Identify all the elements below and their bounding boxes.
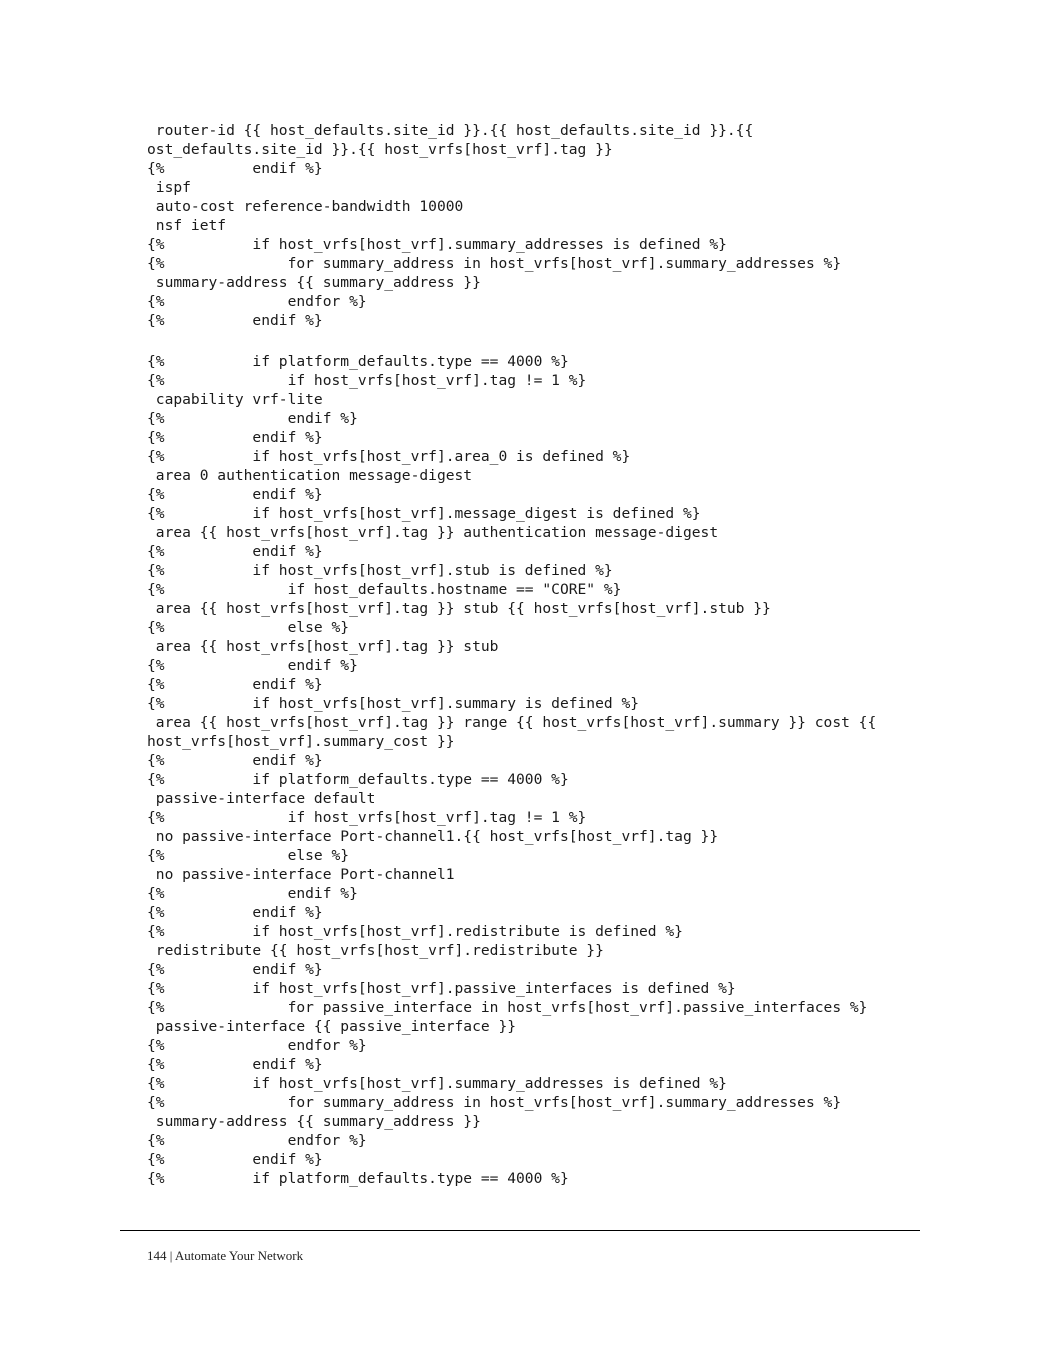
blank-line: [147, 330, 967, 352]
code-line: {% endif %}: [147, 657, 358, 674]
code-line: auto-cost reference-bandwidth 10000: [147, 198, 464, 215]
code-line: {% endif %}: [147, 429, 323, 446]
code-line: {% if host_vrfs[host_vrf].area_0 is defined %}: [147, 448, 631, 465]
code-line: {% endif %}: [147, 676, 323, 693]
code-line: {% else %}: [147, 619, 350, 636]
code-line: {% if host_vrfs[host_vrf].message_digest is defined %}: [147, 505, 701, 522]
code-line: {% endif %}: [147, 160, 323, 177]
code-line: {% if host_vrfs[host_vrf].tag != 1 %}: [147, 809, 587, 826]
code-line: area {{ host_vrfs[host_vrf].tag }} authentication message-digest: [147, 524, 719, 541]
code-line: {% endif %}: [147, 543, 323, 560]
code-line: {% endif %}: [147, 486, 323, 503]
code-line: router-id {{ host_defaults.site_id }}.{{ host_defaults.site_id }}.{{: [147, 122, 754, 139]
footer-divider: [120, 1230, 920, 1231]
code-line: {% endfor %}: [147, 1037, 367, 1054]
code-line: passive-interface default: [147, 790, 376, 807]
code-line: {% endfor %}: [147, 1132, 367, 1149]
code-line: {% if host_vrfs[host_vrf].tag != 1 %}: [147, 372, 587, 389]
code-line: {% endif %}: [147, 410, 358, 427]
code-line: summary-address {{ summary_address }}: [147, 1113, 481, 1130]
code-line: {% else %}: [147, 847, 350, 864]
code-line: {% for summary_address in host_vrfs[host_vrf].summary_addresses %}: [147, 255, 842, 272]
code-line: {% endif %}: [147, 961, 323, 978]
code-line: area 0 authentication message-digest: [147, 467, 473, 484]
code-line: {% endif %}: [147, 885, 358, 902]
code-line: {% if host_vrfs[host_vrf].redistribute is defined %}: [147, 923, 683, 940]
code-line: {% endif %}: [147, 1056, 323, 1073]
code-listing: [147, 121, 967, 1188]
code-line: no passive-interface Port-channel1: [147, 866, 455, 883]
code-line: {% endif %}: [147, 904, 323, 921]
code-line: no passive-interface Port-channel1.{{ host_vrfs[host_vrf].tag }}: [147, 828, 719, 845]
code-line: {% if host_vrfs[host_vrf].passive_interfaces is defined %}: [147, 980, 736, 997]
code-line: {% endif %}: [147, 1151, 323, 1168]
code-line: {% endfor %}: [147, 293, 367, 310]
code-line: area {{ host_vrfs[host_vrf].tag }} range {{ host_vrfs[host_vrf].summary }} cost {{: [147, 714, 877, 731]
code-line: {% if host_vrfs[host_vrf].stub is defined %}: [147, 562, 613, 579]
code-line: {% endif %}: [147, 312, 323, 329]
code-line: {% if platform_defaults.type == 4000 %}: [147, 1170, 569, 1187]
code-line: capability vrf-lite: [147, 391, 323, 408]
code-line: ost_defaults.site_id }}.{{ host_vrfs[host_vrf].tag }}: [147, 141, 613, 158]
code-line: {% for summary_address in host_vrfs[host_vrf].summary_addresses %}: [147, 1094, 842, 1111]
code-line: summary-address {{ summary_address }}: [147, 274, 481, 291]
page-footer: 144 | Automate Your Network: [147, 1248, 304, 1263]
code-line: redistribute {{ host_vrfs[host_vrf].redistribute }}: [147, 942, 604, 959]
code-line: {% endif %}: [147, 752, 323, 769]
code-line: area {{ host_vrfs[host_vrf].tag }} stub: [147, 638, 499, 655]
code-line: {% if platform_defaults.type == 4000 %}: [147, 353, 569, 370]
code-line: {% if host_vrfs[host_vrf].summary is defined %}: [147, 695, 640, 712]
code-line: {% for passive_interface in host_vrfs[host_vrf].passive_interfaces %}: [147, 999, 868, 1016]
code-line: {% if host_vrfs[host_vrf].summary_addresses is defined %}: [147, 236, 727, 253]
code-line: ispf: [147, 179, 191, 196]
code-line: passive-interface {{ passive_interface }}: [147, 1018, 517, 1035]
code-line: nsf ietf: [147, 217, 227, 234]
code-line: {% if platform_defaults.type == 4000 %}: [147, 771, 569, 788]
code-line: {% if host_vrfs[host_vrf].summary_addresses is defined %}: [147, 1075, 727, 1092]
code-line: {% if host_defaults.hostname == "CORE" %}: [147, 581, 622, 598]
code-line: area {{ host_vrfs[host_vrf].tag }} stub {{ host_vrfs[host_vrf].stub }}: [147, 600, 771, 617]
code-line: host_vrfs[host_vrf].summary_cost }}: [147, 733, 455, 750]
